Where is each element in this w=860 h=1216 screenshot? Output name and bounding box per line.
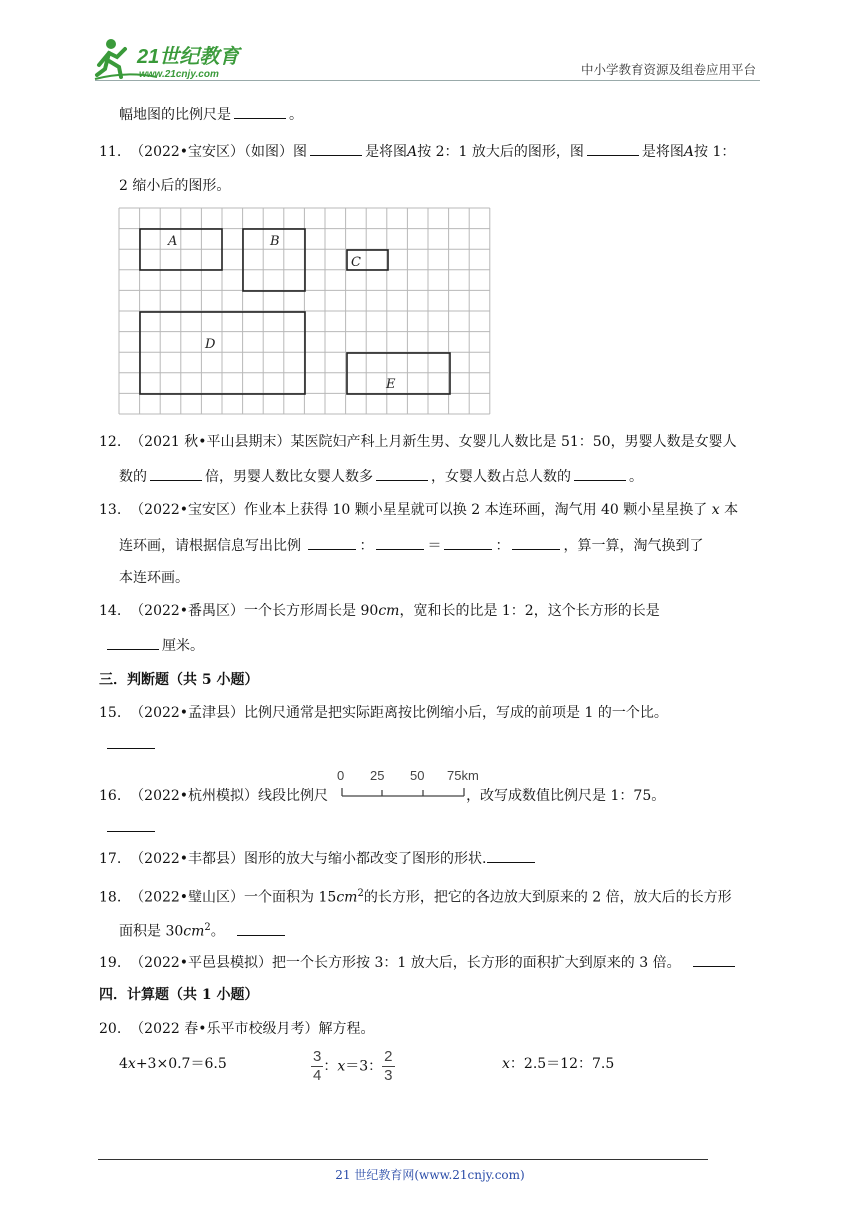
q12-text-c: ，女婴人数占总人数的 bbox=[431, 469, 571, 485]
variable-x: x bbox=[337, 1058, 346, 1075]
question-12-line-2 bbox=[119, 466, 643, 487]
equation-1 bbox=[119, 1054, 227, 1074]
answer-blank[interactable] bbox=[234, 104, 286, 119]
question-number: 12. bbox=[99, 434, 122, 450]
superscript-2: 2 bbox=[204, 922, 211, 933]
q11-text-e: 按 1： bbox=[694, 144, 736, 160]
q12-text-d: 。 bbox=[629, 469, 643, 485]
question-number: 19. bbox=[99, 955, 122, 971]
eq1-rest: +3×0.7＝6.5 bbox=[135, 1056, 227, 1072]
question-number: 15. bbox=[99, 705, 122, 721]
footer-text: 21 世纪教育网(www.21cnjy.com) bbox=[335, 1168, 525, 1182]
question-13-line-1 bbox=[99, 500, 738, 520]
question-19 bbox=[99, 952, 738, 973]
answer-blank[interactable] bbox=[444, 535, 492, 550]
q14-text-b: ，宽和长的比是 1：2，这个长方形的长是 bbox=[399, 603, 660, 619]
question-number: 14. bbox=[99, 603, 122, 619]
question-13-line-3: 本连环画。 bbox=[119, 570, 189, 586]
question-13-line-2 bbox=[119, 535, 703, 556]
scale-label-75km: 75km bbox=[447, 768, 479, 783]
q20-text: （2022 春•乐平市校级月考）解方程。 bbox=[130, 1021, 375, 1037]
equals: ＝ bbox=[427, 538, 442, 554]
q17-text: （2022•丰都县）图形的放大与缩小都改变了图形的形状. bbox=[130, 851, 487, 867]
eq1-coef: 4 bbox=[119, 1056, 128, 1072]
question-number: 20. bbox=[99, 1021, 122, 1037]
logo-url: www.21cnjy.com bbox=[139, 69, 219, 80]
header-platform-name: 中小学教育资源及组卷应用平台 bbox=[580, 63, 756, 77]
question-20 bbox=[99, 1019, 375, 1039]
q18-text-c: 面积是 30 bbox=[119, 923, 184, 940]
question-14-line-2 bbox=[104, 635, 204, 656]
answer-blank[interactable] bbox=[574, 466, 626, 481]
denominator: 4 bbox=[313, 1067, 322, 1084]
section-3-heading: 三．判断题（共 5 小题） bbox=[99, 672, 259, 688]
variable-x: x bbox=[127, 1056, 136, 1072]
q13-text-d: ，算一算，淘气换到了 bbox=[563, 538, 704, 554]
question-15 bbox=[99, 703, 668, 723]
question-18-line-1 bbox=[99, 884, 732, 908]
question-14-line-1 bbox=[99, 601, 660, 621]
answer-blank[interactable] bbox=[150, 466, 202, 481]
colon: ： bbox=[495, 538, 510, 554]
unit-cm: cm bbox=[336, 889, 358, 906]
q18-text-d: 。 bbox=[210, 923, 225, 940]
colon: ： bbox=[359, 538, 374, 554]
answer-blank[interactable] bbox=[693, 952, 735, 967]
answer-blank[interactable] bbox=[308, 535, 356, 550]
eq3-rest: ：2.5＝12：7.5 bbox=[509, 1056, 615, 1072]
label-d: D bbox=[205, 337, 216, 352]
question-11-line-2: 2 缩小后的图形。 bbox=[119, 178, 231, 194]
q19-text: （2022•平邑县模拟）把一个长方形按 3：1 放大后，长方形的面积扩大到原来的 3 倍。 bbox=[130, 955, 681, 971]
label-b: B bbox=[270, 234, 280, 249]
denominator: 3 bbox=[384, 1067, 393, 1084]
q13-text-a: （2022•宝安区）作业本上获得 10 颗小星星就可以换 2 本连环画，淘气用 40 颗小星星换了 bbox=[130, 502, 708, 518]
question-number: 17. bbox=[99, 851, 122, 867]
q16-text-b: ，改写成数值比例尺是 1：75。 bbox=[466, 788, 666, 804]
q16-answer bbox=[104, 817, 158, 838]
superscript-2: 2 bbox=[357, 888, 364, 899]
question-number: 11. bbox=[99, 144, 122, 160]
answer-blank[interactable] bbox=[376, 466, 428, 481]
variable-x: x bbox=[502, 1056, 510, 1072]
q13-text-b: 本 bbox=[724, 502, 739, 518]
question-17 bbox=[99, 848, 538, 869]
q11-text-b: 是将图 bbox=[365, 144, 408, 160]
fraction-3-4 bbox=[311, 1048, 323, 1085]
answer-blank[interactable] bbox=[310, 141, 362, 156]
q15-answer bbox=[104, 734, 158, 755]
equation-2 bbox=[311, 1048, 395, 1085]
grid-figure bbox=[118, 207, 494, 419]
answer-blank[interactable] bbox=[487, 848, 535, 863]
scale-label-25: 25 bbox=[370, 768, 385, 783]
header-divider bbox=[95, 80, 760, 81]
scale-bar bbox=[337, 766, 479, 804]
question-18-line-2 bbox=[119, 918, 288, 942]
q10-text: 幅地图的比例尺是 bbox=[119, 107, 231, 123]
equation-3 bbox=[502, 1054, 614, 1074]
question-11-line-1 bbox=[99, 141, 735, 162]
letter-a: A bbox=[407, 144, 418, 160]
answer-blank[interactable] bbox=[107, 635, 159, 650]
answer-blank[interactable] bbox=[587, 141, 639, 156]
numerator: 3 bbox=[313, 1048, 322, 1065]
numerator: 2 bbox=[384, 1048, 393, 1065]
question-number: 13. bbox=[99, 502, 122, 518]
question-12-line-1 bbox=[99, 432, 737, 452]
q16-text-a: （2022•杭州模拟）线段比例尺 bbox=[130, 788, 329, 804]
question-source: （2022•宝安区） bbox=[130, 144, 245, 160]
answer-blank[interactable] bbox=[376, 535, 424, 550]
q12-text-a: 数的 bbox=[119, 469, 147, 485]
scale-label-0: 0 bbox=[337, 768, 345, 783]
q18-text-a: （2022•璧山区）一个面积为 15 bbox=[130, 889, 337, 906]
q14-text-c: 厘米。 bbox=[162, 638, 204, 654]
q11-text-a: （如图）图 bbox=[244, 144, 308, 160]
fraction-2-3 bbox=[382, 1048, 394, 1085]
answer-blank[interactable] bbox=[237, 921, 285, 936]
q13-text-c: 连环画，请根据信息写出比例 bbox=[119, 538, 301, 554]
question-number: 16. bbox=[99, 788, 122, 804]
q10-tail: 幅地图的比例尺是 。 bbox=[119, 104, 303, 125]
q15-text: （2022•孟津县）比例尺通常是把实际距离按比例缩小后，写成的前项是 1 的一个比。 bbox=[130, 705, 668, 721]
q14-text-a: （2022•番禺区）一个长方形周长是 90 bbox=[130, 603, 379, 619]
section-4-heading: 四．计算题（共 1 小题） bbox=[99, 987, 259, 1003]
logo-text: 21世纪教育 bbox=[137, 46, 240, 68]
footer-divider bbox=[98, 1159, 708, 1160]
site-logo bbox=[95, 35, 265, 83]
eq2-rest: ＝3： bbox=[345, 1058, 383, 1075]
scale-label-50: 50 bbox=[410, 768, 425, 783]
unit-cm: cm bbox=[183, 923, 205, 940]
q11-text-c: 按 2：1 放大后的图形，图 bbox=[417, 144, 584, 160]
q11-text-d: 是将图 bbox=[641, 144, 684, 160]
unit-cm: cm bbox=[378, 603, 400, 619]
label-a: A bbox=[168, 234, 178, 249]
q12-text-b: 倍，男婴人数比女婴人数多 bbox=[205, 469, 373, 485]
q18-text-b: 的长方形，把它的各边放大到原来的 2 倍，放大后的长方形 bbox=[363, 889, 732, 906]
letter-a: A bbox=[683, 144, 695, 160]
variable-x: x bbox=[711, 502, 720, 518]
label-e: E bbox=[386, 377, 396, 392]
colon: ： bbox=[323, 1058, 338, 1075]
answer-blank[interactable] bbox=[107, 817, 155, 832]
q12-text: （2021 秋•平山县期末）某医院妇产科上月新生男、女婴儿人数比是 51：50，男婴人数是女婴人 bbox=[130, 434, 737, 450]
answer-blank[interactable] bbox=[107, 734, 155, 749]
runner-logo-icon bbox=[95, 35, 265, 83]
answer-blank[interactable] bbox=[512, 535, 560, 550]
question-number: 18. bbox=[99, 889, 122, 906]
rect-e bbox=[347, 353, 450, 394]
label-c: C bbox=[351, 255, 361, 270]
